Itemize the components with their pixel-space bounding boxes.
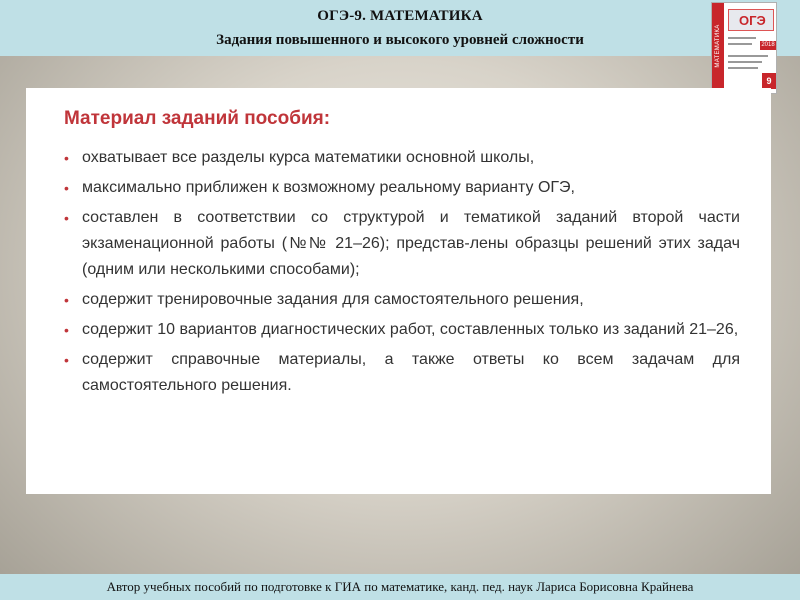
content-heading: Материал заданий пособия: bbox=[64, 108, 331, 129]
content-card bbox=[26, 88, 771, 494]
bullet-icon: • bbox=[64, 292, 69, 308]
bullet-list bbox=[64, 145, 740, 403]
slide-title: ОГЭ-9. МАТЕМАТИКА bbox=[317, 8, 483, 24]
book-spine-text: МАТЕМАТИКА bbox=[715, 24, 721, 68]
list-item bbox=[64, 287, 740, 313]
list-item-text: содержит 10 вариантов диагностических работ, составленных только из заданий 21–26, bbox=[82, 321, 739, 338]
book-text-line bbox=[728, 43, 752, 45]
list-item-text: максимально приближен к возможному реальному варианту ОГЭ, bbox=[82, 179, 575, 196]
slide-header bbox=[0, 0, 800, 56]
slide-subtitle: Задания повышенного и высокого уровней сложности bbox=[216, 32, 584, 48]
bullet-icon: • bbox=[64, 180, 69, 196]
book-spine bbox=[712, 3, 724, 94]
bullet-icon: • bbox=[64, 150, 69, 166]
book-text-line bbox=[728, 55, 768, 57]
list-item-text: содержит справочные материалы, а также ответы ко всем задачам для самостоятельного решения. bbox=[82, 351, 740, 394]
list-item-text: содержит тренировочные задания для самостоятельного решения, bbox=[82, 291, 584, 308]
list-item-text: составлен в соответствии со структурой и тематикой заданий второй части экзаменационной работы (№№ 21–26); представ-лены образцы решений этих задач (одним или несколькими способами); bbox=[82, 209, 740, 278]
bullet-icon: • bbox=[64, 352, 69, 368]
bullet-icon: • bbox=[64, 322, 69, 338]
list-item bbox=[64, 347, 740, 399]
list-item bbox=[64, 205, 740, 283]
book-text-line bbox=[728, 67, 758, 69]
book-text-line bbox=[728, 37, 756, 39]
list-item-text: охватывает все разделы курса математики основной школы, bbox=[82, 149, 535, 166]
bullet-icon: • bbox=[64, 210, 69, 226]
oge-logo bbox=[728, 9, 774, 31]
list-item bbox=[64, 175, 740, 201]
book-year-badge: 2018 bbox=[761, 42, 775, 48]
list-item bbox=[64, 317, 740, 343]
slide-footer: Автор учебных пособий по подготовке к ГИА по математике, канд. пед. наук Лариса Борисовна Крайнева bbox=[0, 574, 800, 600]
book-text-line bbox=[728, 61, 762, 63]
list-item bbox=[64, 145, 740, 171]
book-cover-image bbox=[711, 2, 777, 94]
oge-logo-text: ОГЭ bbox=[739, 13, 766, 28]
book-grade-badge: 9 bbox=[762, 73, 776, 89]
